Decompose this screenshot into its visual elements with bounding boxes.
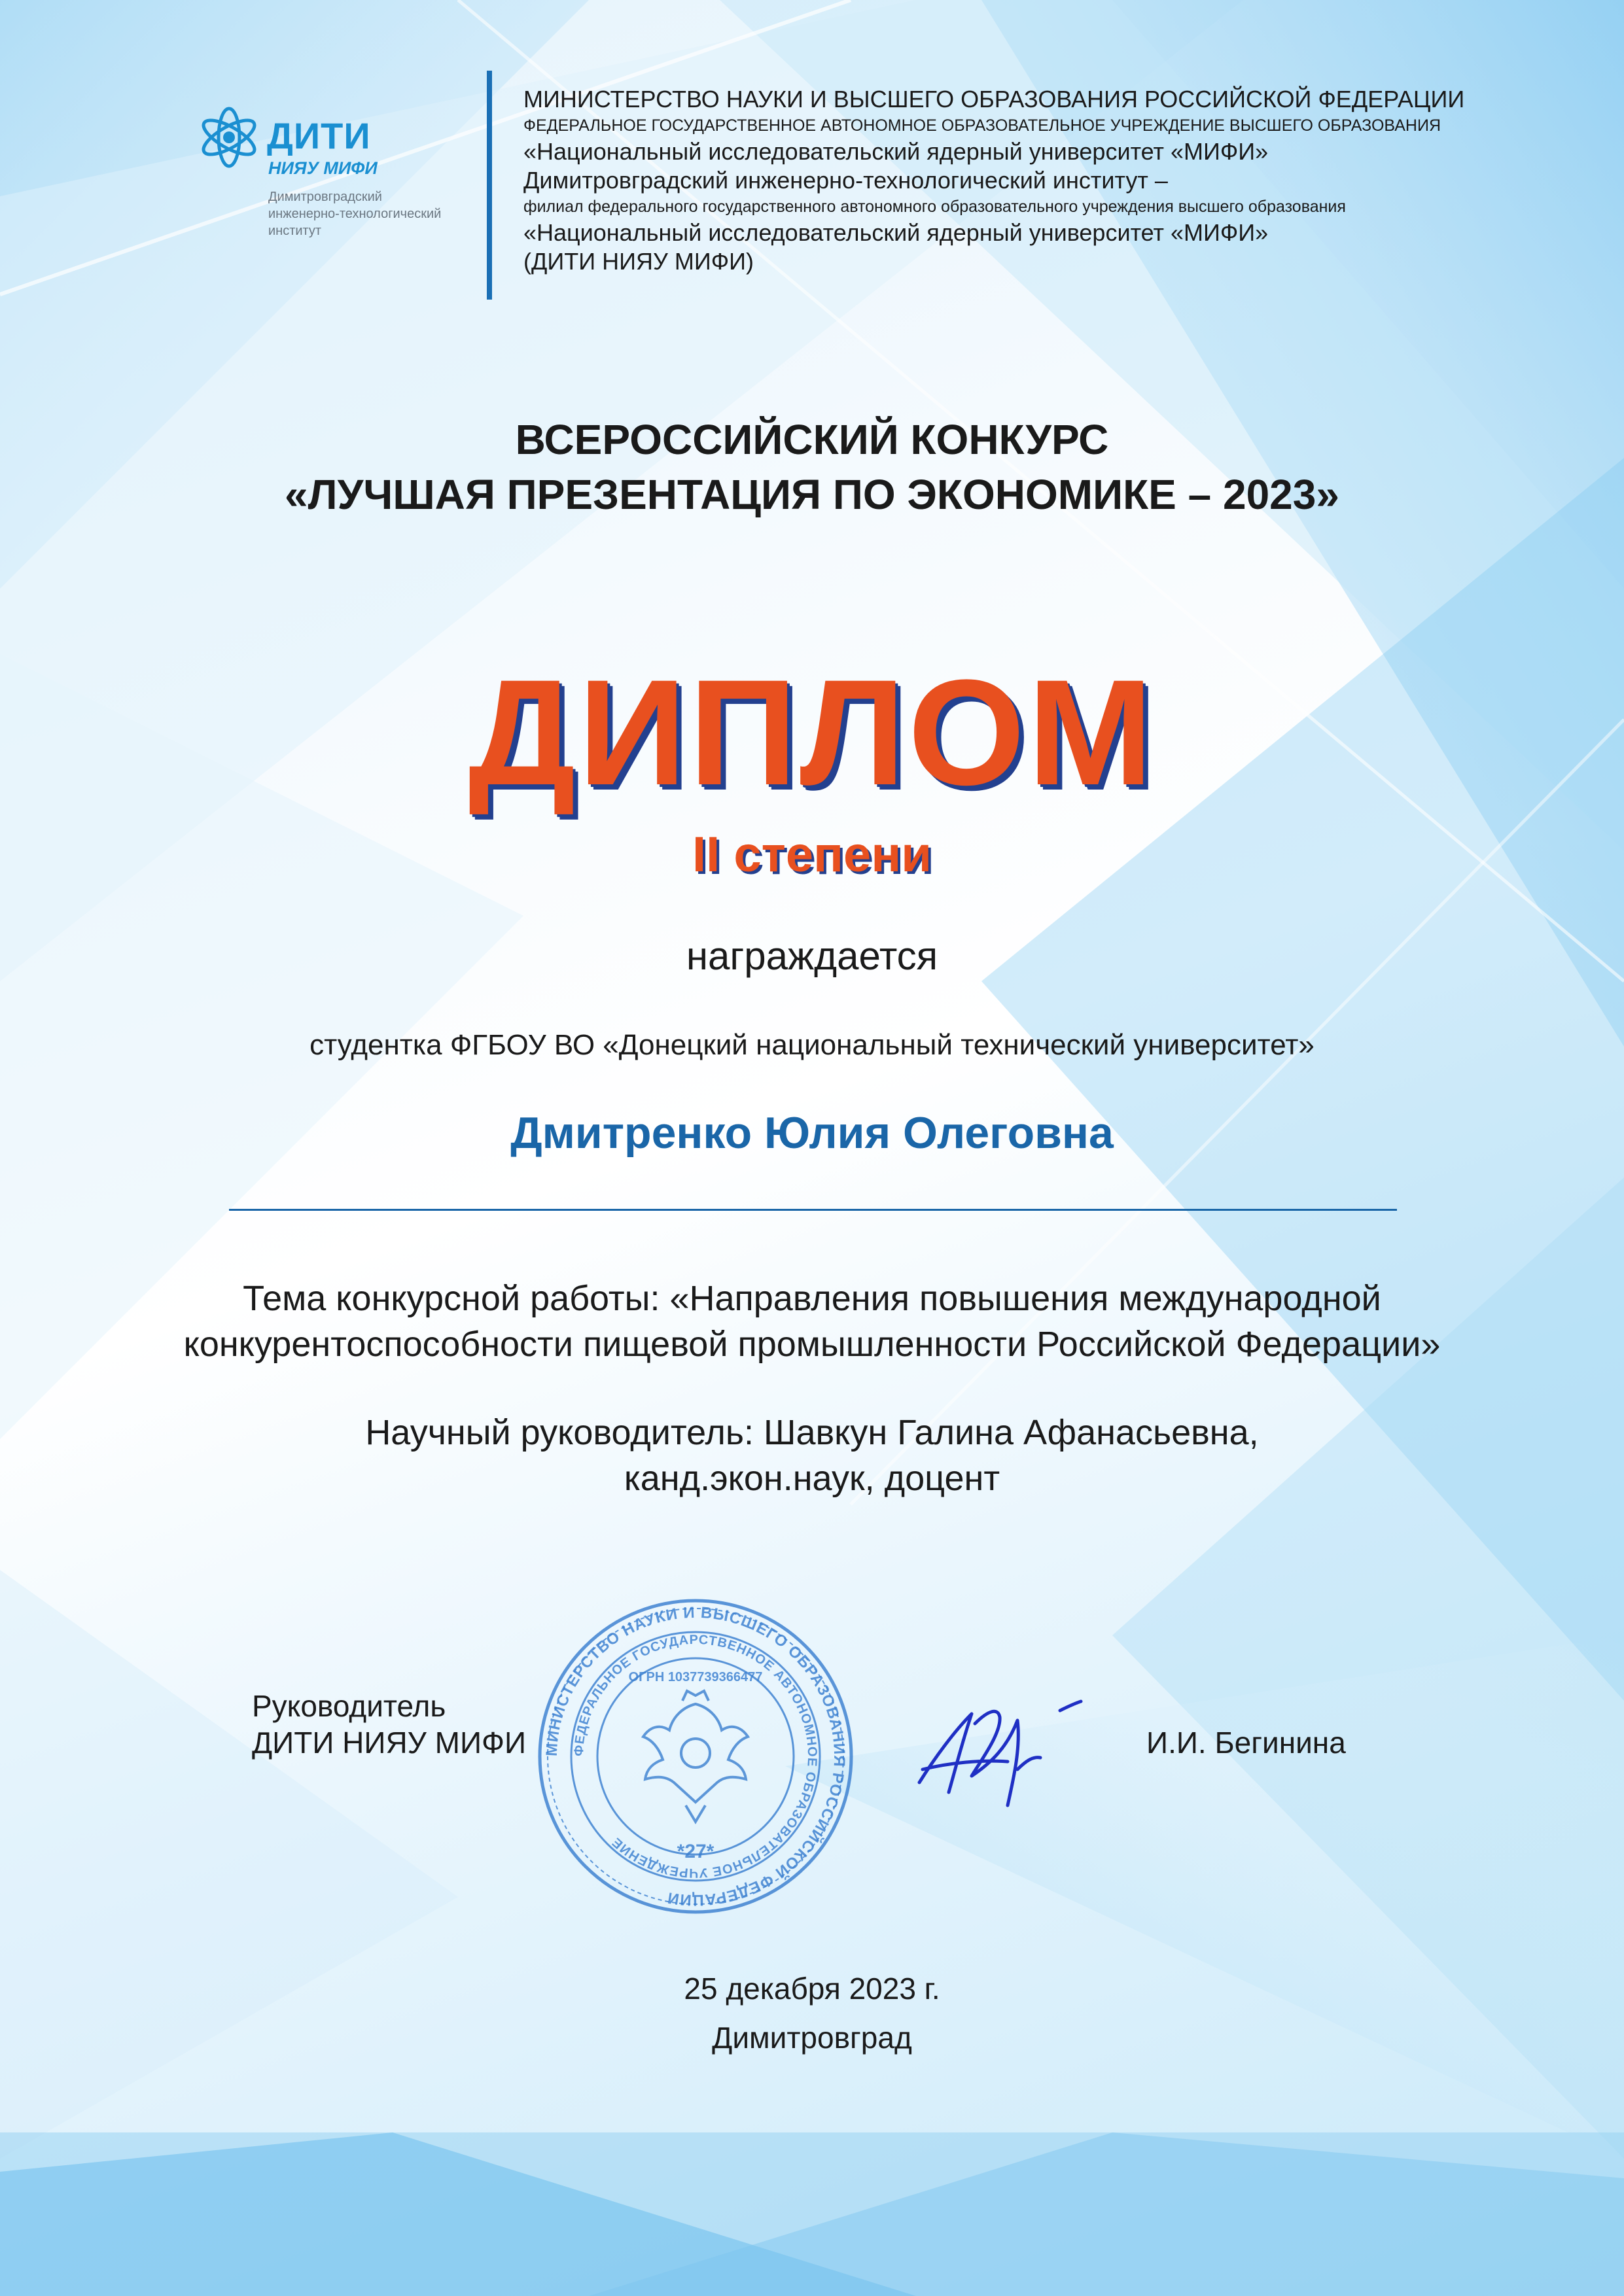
eagle-emblem-icon — [643, 1691, 748, 1822]
contest-title-line: ВСЕРОССИЙСКИЙ КОНКУРС — [515, 416, 1109, 463]
diploma-title: ДИПЛОМ — [468, 648, 1156, 816]
supervisor-line: канд.экон.наук, доцент — [624, 1459, 1000, 1498]
student-name: Дмитренко Юлия Олеговна — [510, 1108, 1114, 1158]
logo-description-line: Димитровградский — [268, 190, 382, 204]
abbreviation-line: (ДИТИ НИЯУ МИФИ) — [523, 248, 754, 275]
logo-subtitle: НИЯУ МИФИ — [268, 158, 378, 178]
diploma-degree: II степени — [692, 827, 932, 882]
header-divider — [487, 71, 492, 300]
institute-line: Димитровградский инженерно-технологический институт – — [523, 167, 1168, 194]
supervisor-line: Научный руководитель: Шавкун Галина Афанасьевна, — [365, 1413, 1259, 1452]
work-topic-line: конкурентоспособности пищевой промышленности Российской Федерации» — [183, 1325, 1441, 1364]
contest-title-line: «ЛУЧШАЯ ПРЕЗЕНТАЦИЯ ПО ЭКОНОМИКЕ – 2023» — [285, 471, 1339, 518]
branch-line: филиал федерального государственного автономного образовательного учреждения высшего образования — [523, 198, 1346, 216]
supervisor — [0, 1410, 1624, 1501]
signatory-role — [252, 1688, 526, 1761]
ministry-header — [523, 85, 1505, 276]
university-line: «Национальный исследовательский ядерный университет «МИФИ» — [523, 138, 1269, 165]
signatory-name: И.И. Бегинина — [1146, 1726, 1346, 1760]
awarded-text: награждается — [686, 934, 938, 978]
name-underline — [229, 1209, 1397, 1211]
seal-inner-text: ФЕДЕРАЛЬНОЕ ГОСУДАРСТВЕННОЕ АВТОНОМНОЕ ОБРАЗОВАТЕЛЬНОЕ УЧРЕЖДЕНИЕ — [571, 1632, 820, 1881]
university-line: «Национальный исследовательский ядерный университет «МИФИ» — [523, 219, 1269, 246]
official-seal — [535, 1596, 856, 1917]
logo-description — [268, 188, 478, 239]
seal-number: *27* — [677, 1841, 715, 1862]
handwritten-signature — [909, 1684, 1093, 1815]
institution-type-line: ФЕДЕРАЛЬНОЕ ГОСУДАРСТВЕННОЕ АВТОНОМНОЕ ОБРАЗОВАТЕЛЬНОЕ УЧРЕЖДЕНИЕ ВЫСШЕГО ОБРАЗОВАНИЯ — [523, 116, 1441, 135]
logo-description-line: институт — [268, 224, 322, 238]
seal-outer-text: МИНИСТЕРСТВО НАУКИ И ВЫСШЕГО ОБРАЗОВАНИЯ РОССИЙСКОЙ ФЕДЕРАЦИИ — [542, 1603, 849, 1909]
work-topic-line: Тема конкурсной работы: «Направления повышения международной — [243, 1279, 1381, 1318]
contest-title — [0, 412, 1624, 522]
work-topic — [0, 1276, 1624, 1367]
ministry-line: МИНИСТЕРСТВО НАУКИ И ВЫСШЕГО ОБРАЗОВАНИЯ РОССИЙСКОЙ ФЕДЕРАЦИИ — [523, 86, 1465, 113]
signatory-role-line: Руководитель — [252, 1689, 446, 1723]
institute-logo — [196, 98, 471, 242]
issue-city: Димитровград — [712, 2021, 912, 2055]
svg-text:МИНИСТЕРСТВО НАУКИ И ВЫСШЕГО О — [543, 1604, 848, 1909]
signatory-role-line: ДИТИ НИЯУ МИФИ — [252, 1726, 527, 1760]
atom-icon — [196, 105, 262, 170]
logo-description-line: инженерно-технологический — [268, 207, 442, 221]
student-description: студентка ФГБОУ ВО «Донецкий национальный технический университет» — [309, 1029, 1315, 1061]
issue-date: 25 декабря 2023 г. — [684, 1972, 940, 2006]
logo-title: ДИТИ — [267, 115, 371, 156]
seal-ogrn: ОГРН 1037739366477 — [628, 1670, 763, 1684]
